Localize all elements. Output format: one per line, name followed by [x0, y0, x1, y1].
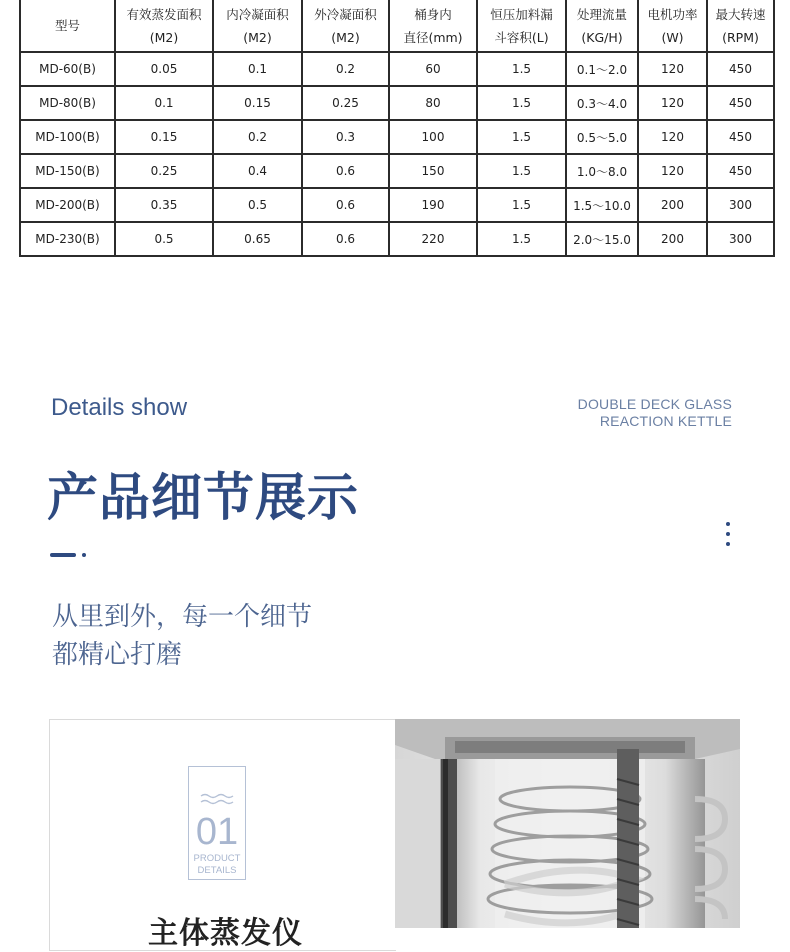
- table-cell: 0.3〜4.0: [566, 86, 638, 120]
- model-cell: MD-150(B): [20, 154, 115, 188]
- table-cell: 0.6: [302, 222, 389, 256]
- table-cell: 0.4: [213, 154, 302, 188]
- table-cell: 450: [707, 86, 774, 120]
- header-line1: 恒压加料漏: [490, 6, 553, 22]
- table-cell: 1.5: [477, 154, 566, 188]
- header-line2: 斗容积(L): [494, 29, 549, 45]
- table-cell: 2.0〜15.0: [566, 222, 638, 256]
- table-header-cell: [638, 0, 707, 52]
- subtitle-line2: 都精心打磨: [52, 640, 183, 670]
- table-cell: 120: [638, 86, 707, 120]
- detail-card: [49, 719, 396, 951]
- table-cell: 100: [389, 120, 477, 154]
- table-cell: 0.3: [302, 120, 389, 154]
- table-cell: 1.5: [477, 86, 566, 120]
- model-cell: MD-100(B): [20, 120, 115, 154]
- vertical-dots-icon: [726, 522, 730, 552]
- table-header-cell: [389, 0, 477, 52]
- table-cell: 1.5: [477, 120, 566, 154]
- badge-caption-line2: DETAILS: [197, 865, 237, 876]
- table-cell: 220: [389, 222, 477, 256]
- table-row: [20, 86, 774, 120]
- badge-caption-line1: PRODUCT: [193, 853, 241, 864]
- table-cell: 190: [389, 188, 477, 222]
- table-cell: 0.15: [213, 86, 302, 120]
- table-cell: 0.5: [213, 188, 302, 222]
- table-cell: 1.5〜10.0: [566, 188, 638, 222]
- header-line2: (M2): [149, 29, 179, 45]
- table-cell: 1.5: [477, 52, 566, 86]
- waves-icon: [189, 791, 245, 810]
- table-cell: 0.15: [115, 120, 213, 154]
- table-cell: 0.1: [115, 86, 213, 120]
- header-line1: 有效蒸发面积: [126, 6, 202, 22]
- header-line2: (M2): [331, 29, 360, 45]
- table-row: [20, 222, 774, 256]
- table-cell: 200: [638, 188, 707, 222]
- table-cell: 450: [707, 120, 774, 154]
- spec-table: [19, 0, 775, 257]
- header-line2: (KG/H): [581, 29, 623, 45]
- subtitle-line1: 从里到外，每一个细节: [52, 602, 313, 632]
- table-header-cell: [302, 0, 389, 52]
- section-title: 产品细节展示: [47, 469, 360, 528]
- section-subtitle: [52, 598, 312, 674]
- header-line1: 处理流量: [576, 6, 627, 22]
- table-cell: 1.5: [477, 188, 566, 222]
- table-header-cell: [213, 0, 302, 52]
- header-line1: 电机功率: [647, 6, 698, 22]
- header-line2: (RPM): [722, 29, 759, 45]
- table-cell: 150: [389, 154, 477, 188]
- table-cell: 120: [638, 120, 707, 154]
- table-cell: 0.6: [302, 188, 389, 222]
- table-cell: 80: [389, 86, 477, 120]
- card-title: 主体蒸发仪: [148, 916, 303, 951]
- table-row: [20, 52, 774, 86]
- table-cell: 200: [638, 222, 707, 256]
- table-cell: 0.65: [213, 222, 302, 256]
- table-cell: 0.2: [213, 120, 302, 154]
- product-en-name-line1: DOUBLE DECK GLASS: [577, 396, 732, 412]
- header-line1: 内冷凝面积: [226, 6, 289, 22]
- table-cell: 0.05: [115, 52, 213, 86]
- details-en-title: Details show: [51, 394, 188, 421]
- table-header-cell: [477, 0, 566, 52]
- model-cell: MD-230(B): [20, 222, 115, 256]
- product-en-name: [578, 396, 732, 430]
- table-cell: 300: [707, 222, 774, 256]
- table-cell: 0.2: [302, 52, 389, 86]
- title-underline-dot: [82, 553, 86, 557]
- table-row: [20, 154, 774, 188]
- table-cell: 1.5: [477, 222, 566, 256]
- table-cell: 0.25: [302, 86, 389, 120]
- table-row: [20, 188, 774, 222]
- table-cell: 0.35: [115, 188, 213, 222]
- badge-number: 01: [195, 811, 239, 853]
- table-row: [20, 120, 774, 154]
- table-cell: 1.0〜8.0: [566, 154, 638, 188]
- table-cell: 120: [638, 154, 707, 188]
- product-en-name-line2: REACTION KETTLE: [599, 413, 732, 429]
- table-cell: 0.1〜2.0: [566, 52, 638, 86]
- table-body: [20, 52, 774, 256]
- table-header-cell: [707, 0, 774, 52]
- header-line1: 最大转速: [715, 6, 766, 22]
- header-line1: 外冷凝面积: [314, 6, 377, 22]
- table-cell: 120: [638, 52, 707, 86]
- model-cell: MD-80(B): [20, 86, 115, 120]
- header-line2: 直径(mm): [403, 29, 463, 45]
- table-cell: 0.6: [302, 154, 389, 188]
- table-cell: 300: [707, 188, 774, 222]
- table-cell: 0.25: [115, 154, 213, 188]
- table-header-row: [20, 0, 774, 52]
- table-cell: 60: [389, 52, 477, 86]
- table-cell: 450: [707, 154, 774, 188]
- table-cell: 450: [707, 52, 774, 86]
- header-line1: 型号: [54, 18, 80, 33]
- table-header-cell: [115, 0, 213, 52]
- product-photo: [395, 719, 740, 928]
- title-underline: [50, 553, 76, 557]
- header-line2: (W): [661, 29, 684, 45]
- table-header-cell: [566, 0, 638, 52]
- header-line1: 桶身内: [414, 6, 452, 22]
- detail-badge: [188, 766, 246, 880]
- model-cell: MD-200(B): [20, 188, 115, 222]
- model-cell: MD-60(B): [20, 52, 115, 86]
- table-cell: 0.5: [115, 222, 213, 256]
- header-line2: (M2): [243, 29, 272, 45]
- table-cell: 0.1: [213, 52, 302, 86]
- table-cell: 0.5〜5.0: [566, 120, 638, 154]
- table-header-cell: [20, 0, 115, 52]
